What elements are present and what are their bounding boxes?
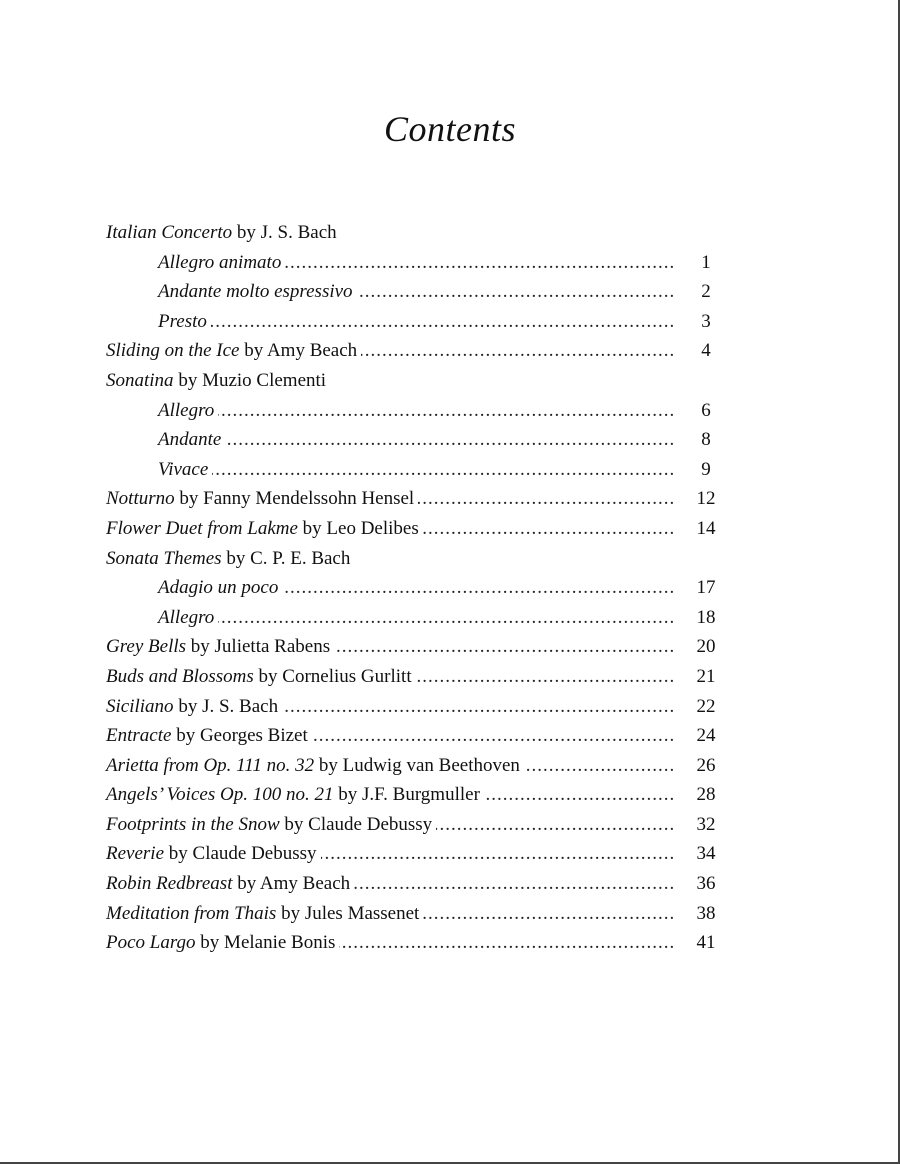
work-title: Notturno [106,488,175,510]
work-title: Andante molto espressivo [158,281,353,303]
toc-entry-label [106,336,361,366]
page-number: 2 [686,277,726,307]
work-title: Arietta from Op. 111 no. 32 [106,754,315,776]
table-of-contents [106,218,726,958]
toc-entry [106,721,726,751]
page-number: 32 [686,810,726,840]
work-title: Presto [158,310,207,332]
toc-entry [106,810,726,840]
toc-entry-label [106,484,418,514]
page-number: 6 [686,396,726,426]
toc-entry-label [106,544,354,574]
page-number: 20 [686,632,726,662]
toc-entry [106,751,726,781]
composer: by Melanie Bonis [200,932,336,954]
composer: by Claude Debussy [284,813,433,835]
composer: by Julietta Rabens [190,636,331,658]
toc-entry [106,484,726,514]
toc-entry-label [106,839,321,869]
page-number: 14 [686,514,726,544]
toc-entry [106,544,726,574]
toc-entry [106,662,726,692]
work-title: Poco Largo [106,932,196,954]
toc-entry-label [106,277,357,307]
work-title: Sonata Themes [106,547,222,569]
work-title: Italian Concerto [106,222,233,243]
page-number: 1 [686,248,726,278]
work-title: Meditation from Thais [106,902,277,924]
composer: by Cornelius Gurlitt [258,665,412,687]
page-number: 9 [686,455,726,485]
page-number: 21 [686,662,726,692]
page-number: 41 [686,928,726,958]
toc-entry-label [106,632,334,662]
toc-entry [106,218,726,248]
work-title: Buds and Blossoms [106,665,254,687]
page-number: 18 [686,603,726,633]
toc-entry [106,839,726,869]
toc-subentry [106,396,726,426]
toc-entry-label [106,603,218,633]
toc-subentry [106,573,726,603]
toc-entry [106,869,726,899]
toc-entry-label [106,810,436,840]
toc-entry-label [106,573,282,603]
work-title: Vivace [158,458,209,480]
toc-entry-label [106,396,218,426]
work-title: Sonatina [106,369,174,391]
toc-entry-label [106,366,330,396]
composer: by Jules Massenet [281,902,420,924]
toc-entry [106,336,726,366]
toc-entry [106,692,726,722]
composer: by Fanny Mendelssohn Hensel [179,488,415,510]
page-number: 34 [686,839,726,869]
work-title: Allegro [158,399,215,421]
toc-entry [106,928,726,958]
toc-subentry [106,455,726,485]
toc-entry [106,366,726,396]
toc-entry-label [106,780,484,810]
composer: by Muzio Clementi [178,369,327,391]
work-title: Siciliano [106,695,174,717]
work-title: Sliding on the Ice [106,340,240,362]
page-number: 26 [686,751,726,781]
page-number: 36 [686,869,726,899]
toc-entry-label [106,248,285,278]
toc-entry-label [106,899,423,929]
composer: by Amy Beach [244,340,358,362]
composer: by C. P. E. Bach [226,547,351,569]
composer: by J.F. Burgmuller [338,784,480,806]
work-title: Robin Redbreast [106,873,233,895]
work-title: Allegro [158,606,215,628]
toc-entry [106,780,726,810]
toc-subentry [106,248,726,278]
work-title: Angels’ Voices Op. 100 no. 21 [106,784,334,806]
toc-entry-label [106,218,341,248]
page-number: 8 [686,425,726,455]
page-number: 4 [686,336,726,366]
composer: by Leo Delibes [302,517,419,539]
composer: by Ludwig van Beethoven [318,754,520,776]
toc-entry-label [106,869,354,899]
page-number: 12 [686,484,726,514]
page-number: 3 [686,307,726,337]
composer: by J. S. Bach [236,222,337,243]
toc-entry-label [106,425,225,455]
composer: by Georges Bizet [176,725,308,747]
toc-entry-label [106,514,423,544]
toc-entry [106,899,726,929]
toc-entry-label [106,928,339,958]
page-number: 17 [686,573,726,603]
toc-entry-label [106,751,524,781]
page-number: 38 [686,899,726,929]
work-title: Footprints in the Snow [106,813,280,835]
toc-subentry [106,277,726,307]
toc-entry [106,514,726,544]
work-title: Adagio un poco [158,577,279,599]
toc-subentry [106,603,726,633]
toc-entry-label [106,455,212,485]
toc-entry-label [106,692,282,722]
work-title: Grey Bells [106,636,187,658]
composer: by Amy Beach [237,873,351,895]
page-number: 22 [686,692,726,722]
toc-subentry [106,425,726,455]
page-title: Contents [383,109,516,149]
toc-entry-label [106,721,312,751]
work-title: Reverie [106,843,165,865]
work-title: Entracte [106,725,172,747]
work-title: Allegro animato [158,251,282,273]
composer: by Claude Debussy [168,843,317,865]
toc-entry-label [106,662,416,692]
toc-subentry [106,307,726,337]
work-title: Andante [158,429,222,451]
toc-entry [106,632,726,662]
page-number: 28 [686,780,726,810]
toc-entry-label [106,307,211,337]
page-number: 24 [686,721,726,751]
composer: by J. S. Bach [178,695,279,717]
work-title: Flower Duet from Lakme [106,517,298,539]
